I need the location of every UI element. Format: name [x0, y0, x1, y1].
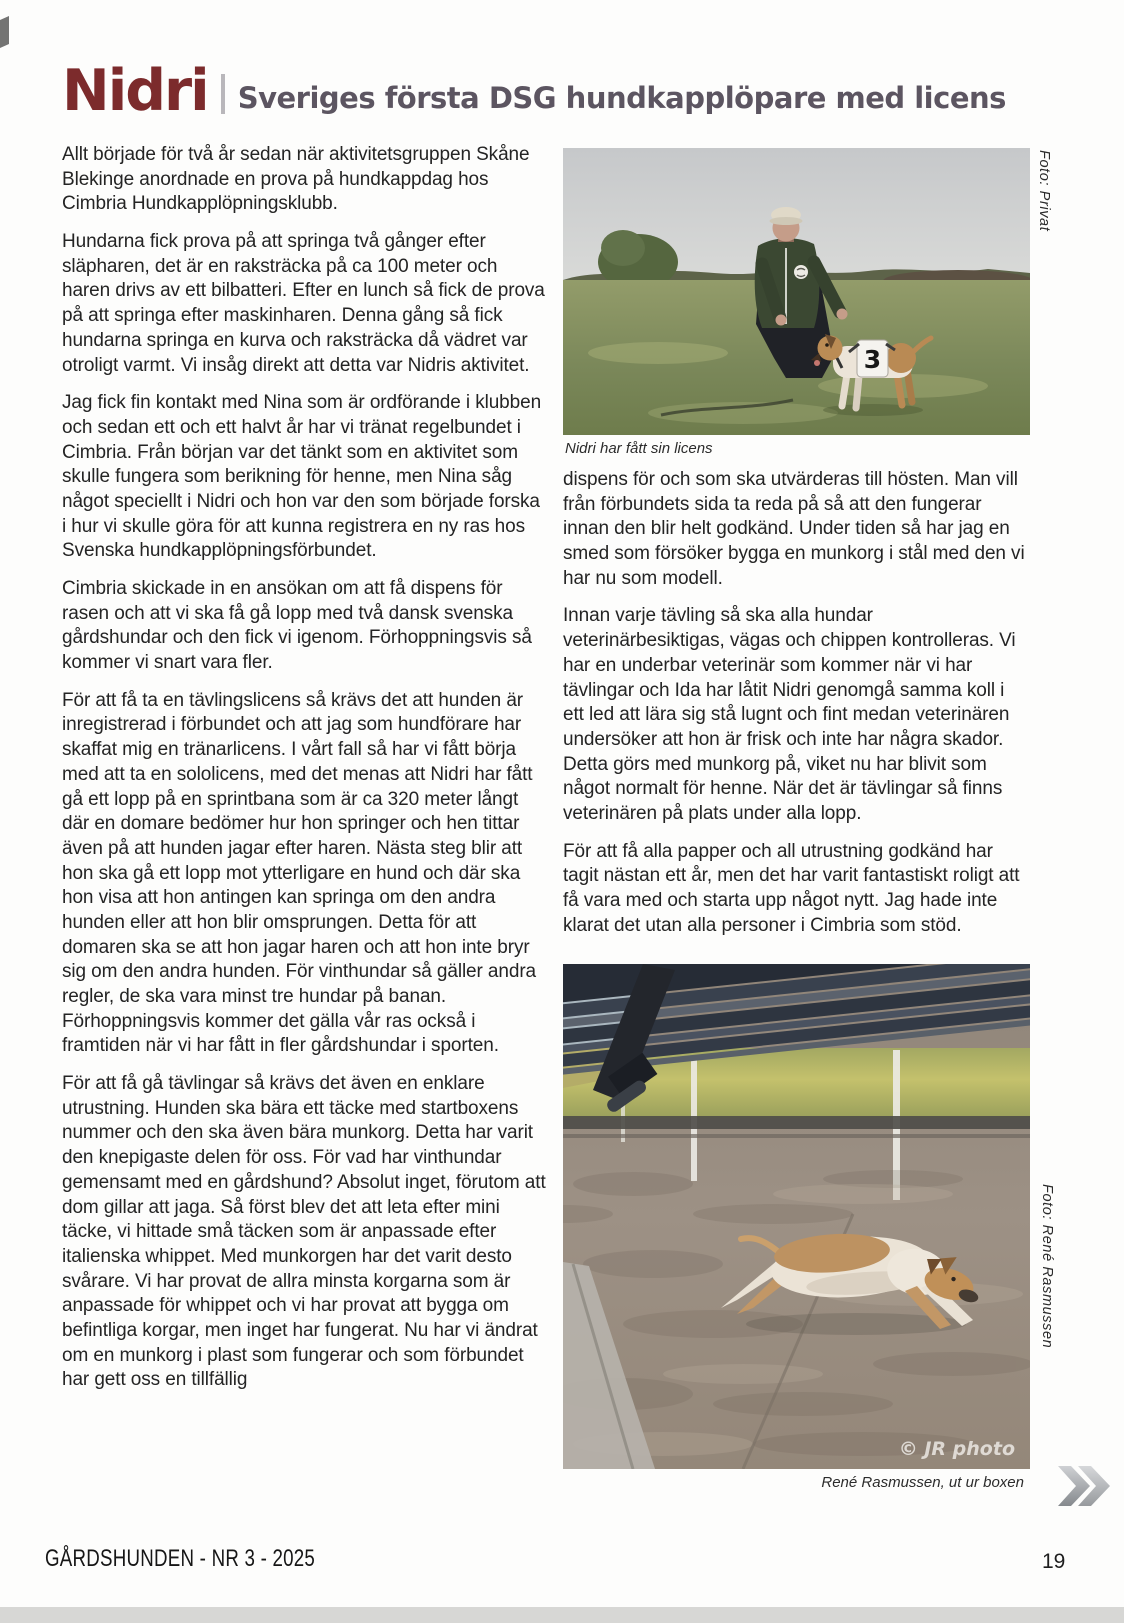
photo-nidri-license-illustration: [563, 148, 1030, 435]
article-paragraph: Cimbria skickade in en ansökan om att få dispens för rasen och att vi ska få gå lopp med två dansk svenska gårdshundar och den fick vi igenom. Förhoppningsvis så kommer vi snart vara fler.: [62, 578, 532, 674]
photo-dog-racing-illustration: [563, 964, 1030, 1469]
footer-page-number: 19: [1042, 1550, 1066, 1573]
page-bottom-edge: [0, 1607, 1124, 1623]
photo-credit-bottom: Foto: René Rasmussen: [1039, 1184, 1055, 1349]
article-subtitle: Sveriges första DSG hundkapplöpare med licens: [237, 81, 1006, 116]
photo-caption-top: Nidri har fått sin licens: [565, 440, 713, 457]
article-title: Nidri: [62, 58, 208, 124]
scan-artifact: [0, 16, 9, 48]
footer-issue-label: [45, 1545, 315, 1573]
article-paragraph: För att få gå tävlingar så krävs det även en enklare utrustning. Hunden ska bära ett täcke med startboxens nummer och den ska även bära munkorg. Detta har varit den knepigaste delen för oss. För vad har vinthundar gemensamt med en gårdshund? Absolut inget, förutom att dom gillar att jaga. Så först blev det att leta efter mini täcke, vi hittade små täcken som är anpassade efter italienska whippet. Med munkorgen har det varit desto svårare. Vi har provat de allra minsta korgarna som är anpassade för whippet och vi har provat att bygga om befintliga korgar, men inget har fungerat. Nu har vi ändrat om en munkorg i plast som fungerar och som förbundet har gett oss en tillfällig: [62, 1073, 546, 1391]
article-paragraph: För att få alla papper och all utrustning godkänd har tagit nästan ett år, men det har varit fantastiskt roligt att få vara med och starta upp något nytt. Jag hade inte klarat det utan alla personer i Cimbria som stöd.: [563, 840, 1020, 936]
article-column-right: [563, 148, 1030, 1502]
continues-chevron-icon: [1056, 1464, 1112, 1508]
article-masthead: [62, 58, 1006, 124]
track-rail: [563, 1116, 1030, 1129]
article-paragraph: För att få ta en tävlingslicens så krävs det att hunden är inregistrerad i förbundet och att jag som hundförare har skaffat mig en tränarlicens. I vårt fall så har vi fått börja med att ta en sololicens, med det menas att Nidri har fått gå ett lopp på en sprintbana som är ca 320 meter långt där en domare bedömer hur hon springer och hen tittar även på att hunden jagar efter haren. Nästa steg blir att hon ska gå ett lopp mot ytterligare en hund och där ska hon visa att hon antingen kan springa om den andra hunden eller att hon blir omsprungen. Detta för att domaren ska se att hon jagar haren och att hon inte bryr sig om den andra hunden. För vinthundar så gäller andra regler, de ska vara minst tre hundar på banan. Förhoppningsvis kommer det gälla vår ras också i framtiden när vi har fått in fler gårdshundar i sporten.: [62, 689, 537, 1057]
title-separator: [221, 74, 225, 114]
article-paragraph: Allt började för två år sedan när aktivitetsgruppen Skåne Blekinge anordnade en prova på hundkappdag hos Cimbria Hundkapplöpningsklubb.: [62, 144, 530, 215]
article-column-left: [62, 143, 548, 1406]
footer-issue-text: GÅRDSHUNDEN - NR 3 - 2025: [45, 1545, 316, 1572]
photo-nidri-license: [563, 148, 1030, 435]
article-paragraph: Innan varje tävling så ska alla hundar veterinärbesiktigas, vägas och chippen kontrolleras. Vi har en underbar veterinär som kommer när vi har tävlingar och Ida har låtit Nidri genomgå samma koll i ett led att lära sig stå lugnt och fint medan veterinären undersöker att hon är frisk och inte har några skador. Detta görs med munkorg på, viket nu har blivit som något normalt för henne. När det är tävlingar så finns veterinären på plats under alla lopp.: [563, 605, 1016, 824]
bib-number: 3: [863, 345, 882, 374]
article-paragraph: Hundarna fick prova på att springa två gånger efter släpharen, det är en raksträcka på ca 100 meter och haren drivs av ett bilbatteri. Efter en lunch så fick de prova på att springa efter maskinharen. Denna gång så fick hundarna springa en kurva och raksträcka då vädret var otroligt varmt. Vi insåg direkt att detta var Nidris aktivitet.: [62, 231, 545, 376]
photo-watermark: © JR photo: [898, 1438, 1015, 1461]
photo-dog-racing: [563, 964, 1030, 1469]
photo-credit-top: Foto: Privat: [1036, 150, 1052, 232]
photo-caption-bottom: René Rasmussen, ut ur boxen: [821, 1474, 1024, 1492]
article-paragraph: Jag fick fin kontakt med Nina som är ordförande i klubben och sedan ett och ett halvt år har vi tränat regelbundet i Cimbria. Från början var det tänkt som en aktivitet som skulle fungera som berikning för henne, men Nina såg något speciellt i Nidri och hon var den som började forska i hur vi skulle göra för att kunna registrera en ny ras hos Svenska hundkapplöpningsförbundet.: [62, 392, 542, 562]
article-paragraph: dispens för och som ska utvärderas till hösten. Man vill från förbundets sida ta reda på så att den fungerar innan den blir helt godkänd. Under tiden så har jag en smed som försöker bygga en munkorg i stål med den vi har nu som modell.: [563, 469, 1025, 589]
